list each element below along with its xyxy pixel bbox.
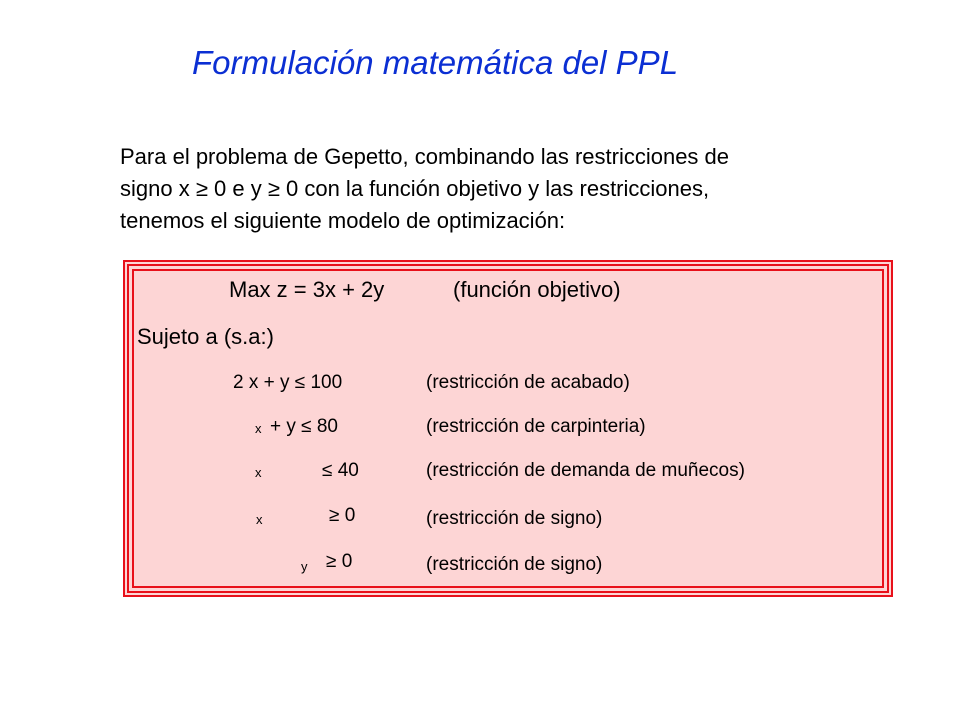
- constraint-note: (restricción de acabado): [426, 372, 630, 393]
- objective-function: Max z = 3x + 2y: [229, 277, 385, 302]
- slide-title: Formulación matemática del PPL: [192, 44, 679, 81]
- constraint-expression: + y ≤ 80: [270, 416, 338, 437]
- objective-note: (función objetivo): [453, 277, 621, 302]
- constraint-variable-x: x: [255, 465, 262, 480]
- constraint-variable-x: x: [255, 421, 262, 436]
- intro-paragraph: [120, 141, 860, 237]
- constraint-expression: ≥ 0: [326, 551, 353, 572]
- constraint-note: (restricción de signo): [426, 508, 603, 529]
- constraint-note: (restricción de signo): [426, 554, 603, 575]
- constraint-variable-y: y: [301, 559, 308, 574]
- constraint-note: (restricción de carpinteria): [426, 416, 646, 437]
- constraint-expression: ≥ 0: [329, 505, 356, 526]
- constraint-note: (restricción de demanda de muñecos): [426, 460, 745, 481]
- intro-line: tenemos el siguiente modelo de optimización:: [120, 208, 566, 233]
- subject-to-label: Sujeto a (s.a:): [137, 324, 274, 349]
- constraint-variable-x: x: [256, 512, 263, 527]
- intro-line: Para el problema de Gepetto, combinando las restricciones de: [120, 144, 730, 169]
- intro-line: signo x ≥ 0 e y ≥ 0 con la función objetivo y las restricciones,: [120, 176, 710, 201]
- optimization-model-box: [123, 260, 893, 597]
- constraint-expression: 2 x + y ≤ 100: [233, 372, 343, 393]
- constraint-expression: ≤ 40: [322, 460, 359, 481]
